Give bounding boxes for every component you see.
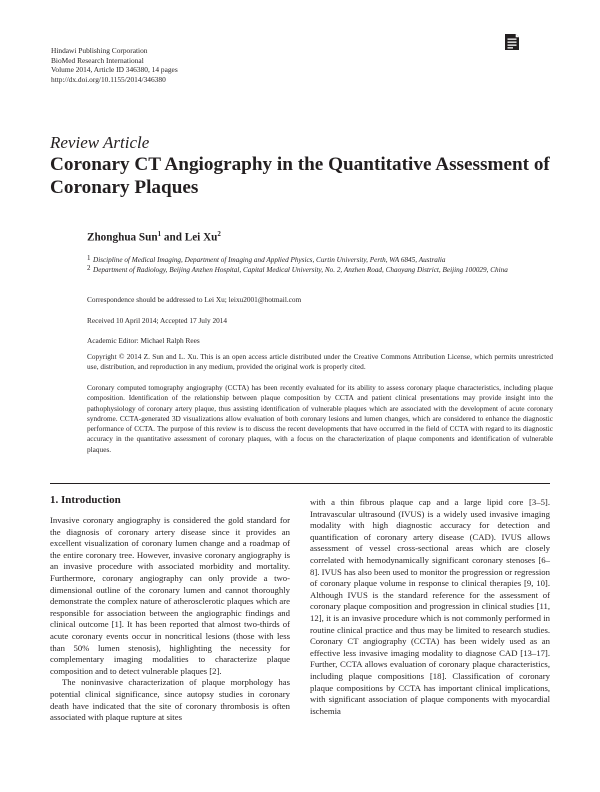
document-icon: [503, 33, 521, 51]
article-type: Review Article: [50, 133, 150, 152]
affiliation: [87, 265, 553, 275]
abstract: Coronary computed tomography angiography (CCTA) has been recently evaluated for its ability to assess coronary plaque characteristics, including plaque composition. Identification of the relationship between plaque composition by CCTA and patient clinical presentations may provide insight into the pathophysiology of coronary artery plaque, thus assisting identification of vulnerable plaques which are associated with the development of acute coronary syndrome. CCTA-generated 3D visualizations allow evaluation of both coronary lesions and lumen changes, which are considered to enhance the diagnostic performance of CCTA. The purpose of this review is to discuss the recent developments that have occurred in the field of CCTA with regard to its diagnostic accuracy in the quantitative assessment of coronary plaques, with a focus on the characterization of plaque components and identification of vulnerable plaques.: [87, 383, 553, 454]
correspondence: Correspondence should be addressed to Lei Xu; leixu2001@hotmail.com: [87, 295, 302, 304]
paragraph: Invasive coronary angiography is considered the gold standard for the diagnosis of coronary artery disease since it provides an excellent visualization of coronary lumen change and a roadmap of the entire coronary tree. However, invasive coronary angiography is an invasive procedure with associated morbidity and mortality. Furthermore, coronary angiography can only provide a two-dimensional outline of the coronary lumen and cannot thoroughly demonstrate the complex nature of atherosclerotic plaques which are responsible for association between the angiographic findings and clinical outcome [1]. It has been reported that almost two-thirds of acute coronary events occur in noncritical lesions (those with less than 50% lumen stenosis), highlighting the necessity for complementary imaging modalities to characterize plaque composition and to detect vulnerable plaques [2].: [50, 515, 290, 676]
publisher-name: Hindawi Publishing Corporation: [51, 46, 148, 55]
section-divider: [50, 483, 550, 484]
volume-info: Volume 2014, Article ID 346380, 14 pages: [51, 65, 178, 75]
affiliation-marker: 2: [217, 230, 221, 238]
paper-title: Coronary CT Angiography in the Quantitative Assessment of Coronary Plaques: [50, 154, 550, 198]
doi-link[interactable]: http://dx.doi.org/10.1155/2014/346380: [51, 74, 166, 84]
academic-editor: Academic Editor: Michael Ralph Rees: [87, 336, 200, 345]
paragraph: The noninvasive characterization of plaque morphology has potential clinical significance, since autopsy studies in coronary death have indicated that the site of coronary thrombosis is often associated with plaque rupture at sites: [50, 677, 290, 723]
copyright-notice: Copyright © 2014 Z. Sun and L. Xu. This is an open access article distributed under the Creative Commons Attribution License, which permits unrestricted use, distribution, and reproduction in any medium, provided the original work is properly cited.: [87, 352, 553, 372]
affiliation-marker: 1: [157, 230, 162, 238]
received-dates: Received 10 April 2014; Accepted 17 July 2014: [87, 316, 228, 325]
affiliation-text: Department of Radiology, Beijing Anzhen Hospital, Capital Medical University, No. 2, Anzhen Road, Chaoyang District, Beijing 100029, China: [93, 266, 508, 275]
author-connector: and: [161, 231, 185, 244]
section-heading: 1. Introduction: [50, 494, 121, 506]
right-column: [310, 497, 550, 717]
paragraph: with a thin fibrous plaque cap and a large lipid core [3–5]. Intravascular ultrasound (IVUS) is a widely used invasive imaging modality with high diagnostic accuracy for detection and quantification of coronary artery disease (CAD). IVUS allows assessment of vessel cross-sectional areas which are closely correlated with hemodynamically significant coronary stenoses [6–8]. IVUS has also been used to monitor the progression or regression of coronary plaque volume in response to clinical therapies [9, 10]. Although IVUS is the standard reference for the assessment of coronary plaque composition and progression in clinical studies [11, 12], it is an invasive procedure which is not commonly performed in routine clinical practice and thus may be limited to research studies. Coronary CT angiography (CCTA) has been widely used as an effective less invasive imaging modality to diagnose CAD [13–17]. Further, CCTA allows evaluation of coronary plaque characteristics, including plaque compositions [18]. Classification of coronary plaque compositions by CCTA has important clinical implications, with significant association of plaque components with myocardial ischemia: [310, 497, 550, 716]
affiliations: [87, 255, 553, 275]
author-name: Zhonghua Sun: [87, 231, 158, 244]
affiliation-text: Discipline of Medical Imaging, Department of Imaging and Applied Physics, Curtin University, Perth, WA 6845, Australia: [93, 256, 446, 264]
affiliation: [87, 255, 553, 265]
affiliation-number: 1: [87, 254, 91, 262]
journal-name: BioMed Research International: [51, 55, 144, 65]
left-column: [50, 515, 290, 724]
affiliation-number: 2: [87, 264, 91, 273]
journal-header: [51, 46, 178, 84]
author-name: Lei Xu: [184, 231, 218, 244]
author-list: [87, 230, 221, 244]
